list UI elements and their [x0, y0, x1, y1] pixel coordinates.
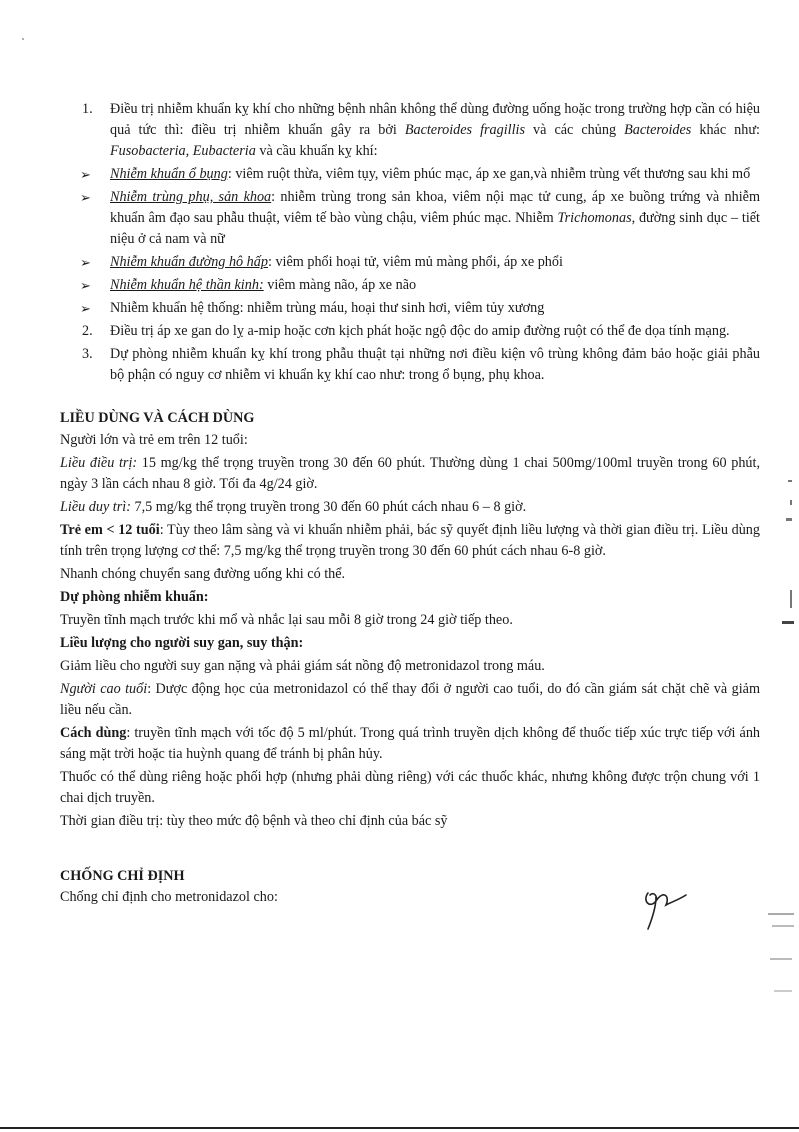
dosage-heading: LIỀU DÙNG VÀ CÁCH DÙNG	[60, 410, 255, 426]
elderly-dose: Người cao tuổi: Dược động học của metronidazol có thể thay đổi ở người cao tuổi, do đó cần giám sát chặt chẽ và giảm liều nếu cần.	[60, 681, 760, 718]
item-number: 1.	[82, 101, 93, 117]
treatment-dose: Liều điều trị: 15 mg/kg thể trọng truyền trong 30 đến 60 phút. Thường dùng 1 chai 500mg/100ml truyền trong 60 phút, ngày 3 lần cách nhau 8 giờ. Tối đa 4g/24 giờ.	[60, 455, 760, 492]
signature-mark	[640, 883, 710, 933]
contraindication-text: Chống chỉ định cho metronidazol cho:	[60, 889, 278, 905]
arrow-bullet-icon: ➢	[80, 301, 91, 316]
bottom-rule	[0, 1127, 799, 1129]
bullet-gynecologic: ➢ Nhiễm trùng phụ, sản khoa: nhiễm trùng trong sản khoa, viêm nội mạc tử cung, áp xe buồng trứng và nhiễm khuẩn âm đạo sau phẫu thuật, viêm tế bào vùng chậu, viêm phúc mạc. Nhiễm Trichomonas, đường sinh dục – tiết niệu ở cả nam và nữ	[80, 189, 761, 247]
bullet-respiratory: ➢ Nhiễm khuẩn đường hô hấp: viêm phổi hoại tử, viêm mủ màng phổi, áp xe phổi	[60, 252, 760, 273]
edge-mark	[788, 480, 792, 482]
edge-mark	[786, 518, 792, 521]
edge-mark	[782, 621, 794, 624]
child-dose: Trẻ em < 12 tuổi: Tùy theo lâm sàng và vi khuẩn nhiễm phải, bác sỹ quyết định liều lượng và thời gian điều trị. Liều dùng tính trên trọng lượng cơ thể: 7,5 mg/kg thể trọng truyền trong 30 đến 60 phút cách nhau 6-8 giờ.	[60, 522, 760, 559]
edge-mark	[790, 500, 792, 505]
indication-item-2: 2. Điều trị áp xe gan do lỵ a-mip hoặc cơn kịch phát hoặc ngộ độc do amip đường ruột có thể đe dọa tính mạng.	[60, 321, 760, 342]
indication-item-1: 1. Điều trị nhiễm khuẩn kỵ khí cho những bệnh nhân không thể dùng đường uống hoặc trong trường hợp cần có hiệu quả tức thì: điều trị nhiễm khuẩn gây ra bởi Bacteroides fragillis và các chủng Bacteroides khác như: Fusobacteria, Eubacteria và cầu khuẩn kỵ khí:	[82, 101, 760, 159]
edge-mark	[768, 913, 794, 915]
arrow-bullet-icon: ➢	[80, 278, 91, 293]
scan-speck	[22, 38, 24, 40]
combination-note: Thuốc có thể dùng riêng hoặc phối hợp (nhưng phải dùng riêng) với các thuốc khác, nhưng không được trộn chung với 1 chai dịch truyền.	[60, 769, 760, 806]
arrow-bullet-icon: ➢	[80, 167, 91, 182]
prevention-text: Truyền tĩnh mạch trước khi mổ và nhắc lại sau mỗi 8 giờ trong 24 giờ tiếp theo.	[60, 612, 513, 628]
bullet-abdominal: ➢ Nhiễm khuẩn ổ bụng: viêm ruột thừa, viêm tụy, viêm phúc mạc, áp xe gan,và nhiễm trùng vết thương sau khi mổ	[60, 164, 760, 185]
adults-line: Người lớn và trẻ em trên 12 tuổi:	[60, 432, 248, 448]
renal-hepatic-label: Liều lượng cho người suy gan, suy thận:	[60, 635, 304, 651]
duration-note: Thời gian điều trị: tùy theo mức độ bệnh và theo chỉ định của bác sỹ	[60, 813, 448, 829]
maintenance-dose: Liều duy trì: 7,5 mg/kg thể trọng truyền trong 30 đến 60 phút cách nhau 6 – 8 giờ.	[60, 499, 527, 515]
renal-hepatic-text: Giảm liều cho người suy gan nặng và phải giám sát nồng độ metronidazol trong máu.	[60, 658, 545, 674]
item-number: 3.	[82, 346, 93, 362]
arrow-bullet-icon: ➢	[80, 255, 91, 270]
edge-mark	[770, 958, 792, 960]
edge-mark	[774, 990, 792, 992]
indication-item-3: 3. Dự phòng nhiễm khuẩn kỵ khí trong phẫu thuật tại những nơi điều kiện vô trùng không đảm bảo hoặc giải phẫu bộ phận có nguy cơ nhiễm vi khuẩn kỵ khí cao như: trong ổ bụng, phụ khoa.	[82, 346, 760, 383]
edge-mark	[772, 925, 794, 927]
document-body	[60, 99, 760, 910]
bullet-nervous: ➢ Nhiễm khuẩn hệ thần kinh: viêm màng não, áp xe não	[60, 275, 760, 296]
prevention-label: Dự phòng nhiễm khuẩn:	[60, 589, 209, 605]
item-number: 2.	[82, 323, 93, 339]
contraindication-heading: CHỐNG CHỈ ĐỊNH	[60, 868, 185, 884]
switch-oral: Nhanh chóng chuyển sang đường uống khi có thể.	[60, 566, 346, 582]
edge-mark	[790, 590, 792, 608]
administration-method: Cách dùng: truyền tĩnh mạch với tốc độ 5 ml/phút. Trong quá trình truyền dịch không để thuốc tiếp xúc trực tiếp với ánh sáng mặt trời hoặc tia huỳnh quang để tránh bị phân hủy.	[60, 725, 761, 762]
arrow-bullet-icon: ➢	[80, 190, 91, 205]
bullet-systemic: ➢ Nhiễm khuẩn hệ thống: nhiễm trùng máu, hoại thư sinh hơi, viêm tủy xương	[60, 298, 760, 319]
